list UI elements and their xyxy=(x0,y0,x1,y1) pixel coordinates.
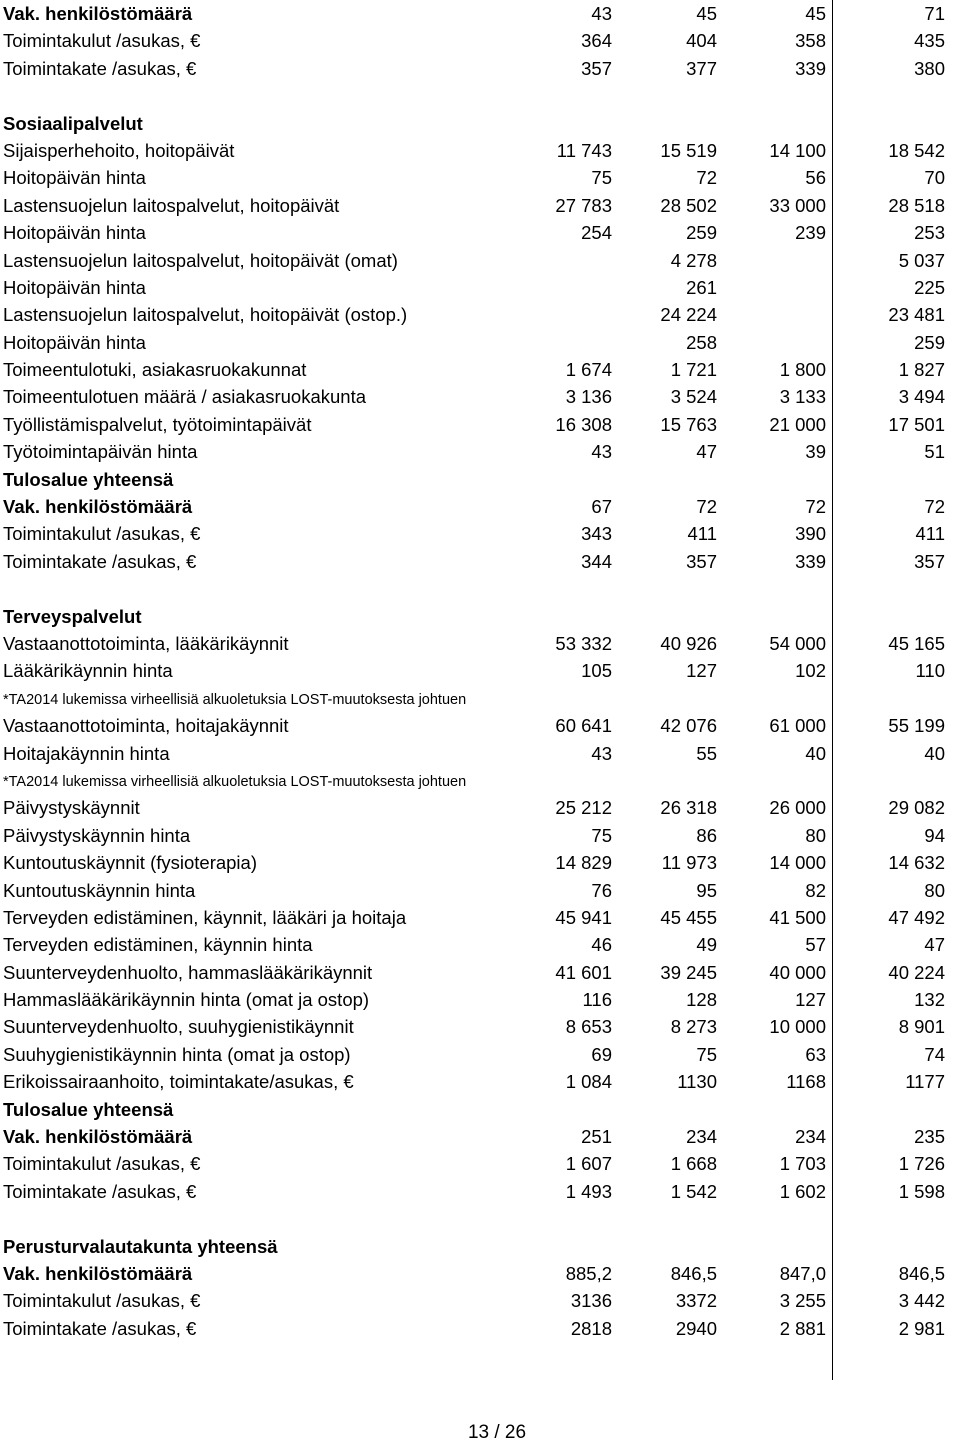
table-row xyxy=(0,740,960,767)
value-cell: 110 xyxy=(915,660,945,682)
table-row xyxy=(0,548,960,575)
row-heading: Perusturvalautakunta yhteensä xyxy=(3,1235,278,1257)
value-cell: 116 xyxy=(582,989,612,1011)
value-cell: 23 481 xyxy=(888,304,945,326)
table-row xyxy=(0,274,960,301)
row-heading: Vak. henkilöstömäärä xyxy=(3,1262,193,1284)
value-cell: 15 519 xyxy=(660,139,717,161)
table-row xyxy=(0,959,960,986)
row-label: Toimeentulotuen määrä / asiakasruokakunta xyxy=(3,386,367,408)
value-cell: 70 xyxy=(924,167,945,189)
table-row xyxy=(0,1178,960,1205)
table-row xyxy=(0,493,960,520)
table-row xyxy=(0,383,960,410)
row-label: Hoitopäivän hinta xyxy=(3,331,146,353)
value-cell: 239 xyxy=(795,222,826,244)
row-label: Toimintakulut /asukas, € xyxy=(3,1153,201,1175)
table-row xyxy=(0,164,960,191)
value-cell: 3372 xyxy=(675,1290,717,1312)
value-cell: 14 100 xyxy=(769,139,826,161)
value-cell: 404 xyxy=(686,30,717,52)
value-cell: 1 542 xyxy=(670,1180,717,1202)
value-cell: 1 084 xyxy=(565,1071,612,1093)
table-row xyxy=(0,904,960,931)
value-cell: 885,2 xyxy=(565,1262,612,1284)
row-label: Terveyden edistäminen, käynnin hinta xyxy=(3,934,313,956)
table-row xyxy=(0,329,960,356)
value-cell: 40 926 xyxy=(660,632,717,654)
value-cell: 435 xyxy=(914,30,945,52)
value-cell: 76 xyxy=(591,879,612,901)
table-row xyxy=(0,110,960,137)
footnote-row xyxy=(0,767,960,794)
value-cell: 41 601 xyxy=(555,961,612,983)
value-cell: 45 165 xyxy=(888,632,945,654)
value-cell: 846,5 xyxy=(898,1262,945,1284)
value-cell: 390 xyxy=(795,523,826,545)
value-cell: 1 703 xyxy=(779,1153,826,1175)
value-cell: 47 xyxy=(924,934,945,956)
value-cell: 49 xyxy=(696,934,717,956)
value-cell: 82 xyxy=(805,879,826,901)
spacer-row xyxy=(0,1205,960,1232)
value-cell: 1 607 xyxy=(565,1153,612,1175)
row-label: Työllistämispalvelut, työtoimintapäivät xyxy=(3,413,312,435)
value-cell: 45 455 xyxy=(660,906,717,928)
value-cell: 1 668 xyxy=(670,1153,717,1175)
value-cell: 1 602 xyxy=(779,1180,826,1202)
value-cell: 258 xyxy=(686,331,717,353)
value-cell: 259 xyxy=(914,331,945,353)
table-row xyxy=(0,657,960,684)
value-cell: 14 000 xyxy=(769,852,826,874)
value-cell: 2940 xyxy=(675,1317,717,1339)
value-cell: 102 xyxy=(795,660,826,682)
value-cell: 71 xyxy=(924,3,945,24)
value-cell: 40 000 xyxy=(769,961,826,983)
value-cell: 3 494 xyxy=(898,386,945,408)
value-cell: 69 xyxy=(591,1043,612,1065)
table-row xyxy=(0,1150,960,1177)
table-row xyxy=(0,466,960,493)
value-cell: 25 212 xyxy=(555,797,612,819)
value-cell: 26 000 xyxy=(769,797,826,819)
value-cell: 846,5 xyxy=(670,1262,717,1284)
row-heading: Tulosalue yhteensä xyxy=(3,468,174,490)
row-label: Toimintakate /asukas, € xyxy=(3,1317,197,1339)
value-cell: 67 xyxy=(591,496,612,518)
value-cell: 46 xyxy=(591,934,612,956)
value-cell: 1 827 xyxy=(898,359,945,381)
value-cell: 57 xyxy=(805,934,826,956)
row-label: Hoitajakäynnin hinta xyxy=(3,742,170,764)
value-cell: 45 941 xyxy=(555,906,612,928)
table-row xyxy=(0,1233,960,1260)
value-cell: 43 xyxy=(591,441,612,463)
value-cell: 234 xyxy=(795,1126,826,1148)
value-cell: 75 xyxy=(696,1043,717,1065)
page-footer xyxy=(0,1422,960,1444)
value-cell: 39 245 xyxy=(660,961,717,983)
value-cell: 74 xyxy=(924,1043,945,1065)
value-cell: 60 641 xyxy=(555,715,612,737)
value-cell: 344 xyxy=(581,550,612,572)
value-cell: 235 xyxy=(914,1126,945,1148)
row-label: Hoitopäivän hinta xyxy=(3,167,146,189)
value-cell: 8 901 xyxy=(898,1016,945,1038)
value-cell: 4 278 xyxy=(670,249,717,271)
value-cell: 380 xyxy=(914,57,945,79)
value-cell: 234 xyxy=(686,1126,717,1148)
value-cell: 41 500 xyxy=(769,906,826,928)
row-heading: Tulosalue yhteensä xyxy=(3,1098,174,1120)
table-row xyxy=(0,986,960,1013)
value-cell: 357 xyxy=(581,57,612,79)
value-cell: 15 763 xyxy=(660,413,717,435)
table-row xyxy=(0,1068,960,1095)
value-cell: 343 xyxy=(581,523,612,545)
value-cell: 339 xyxy=(795,550,826,572)
value-cell: 253 xyxy=(914,222,945,244)
row-label: Päivystyskäynnin hinta xyxy=(3,824,191,846)
value-cell: 14 829 xyxy=(555,852,612,874)
spacer-row xyxy=(0,575,960,602)
value-cell: 14 632 xyxy=(888,852,945,874)
value-cell: 3 133 xyxy=(779,386,826,408)
value-cell: 16 308 xyxy=(555,413,612,435)
value-cell: 11 973 xyxy=(661,852,717,874)
table-row xyxy=(0,247,960,274)
footnote-row xyxy=(0,685,960,712)
value-cell: 2 981 xyxy=(898,1317,945,1339)
value-cell: 2 881 xyxy=(779,1317,826,1339)
table-row xyxy=(0,438,960,465)
row-label: Suunterveydenhuolto, suuhygienistikäynnit xyxy=(3,1016,354,1038)
value-cell: 40 xyxy=(805,742,826,764)
value-cell: 3 255 xyxy=(779,1290,826,1312)
table-row xyxy=(0,849,960,876)
value-cell: 80 xyxy=(805,824,826,846)
value-cell: 21 000 xyxy=(769,413,826,435)
row-heading: Terveyspalvelut xyxy=(3,605,142,627)
value-cell: 43 xyxy=(591,742,612,764)
value-cell: 847,0 xyxy=(779,1262,826,1284)
row-heading: Vak. henkilöstömäärä xyxy=(3,1126,193,1148)
value-cell: 2818 xyxy=(570,1317,612,1339)
value-cell: 94 xyxy=(924,824,945,846)
value-cell: 53 332 xyxy=(555,632,612,654)
row-label: Lastensuojelun laitospalvelut, hoitopäivät xyxy=(3,194,340,216)
value-cell: 80 xyxy=(924,879,945,901)
table-row xyxy=(0,1041,960,1068)
value-cell: 411 xyxy=(687,523,717,545)
row-label: Toimintakate /asukas, € xyxy=(3,1180,197,1202)
value-cell: 1 800 xyxy=(779,359,826,381)
row-label: Hoitopäivän hinta xyxy=(3,222,146,244)
value-cell: 55 199 xyxy=(888,715,945,737)
value-cell: 61 000 xyxy=(769,715,826,737)
row-label: Suuhygienistikäynnin hinta (omat ja ostop) xyxy=(3,1043,351,1065)
row-heading: Sosiaalipalvelut xyxy=(3,112,143,134)
value-cell: 8 653 xyxy=(565,1016,612,1038)
table-row xyxy=(0,1315,960,1342)
value-cell: 128 xyxy=(686,989,717,1011)
row-label: Vastaanottotoiminta, hoitajakäynnit xyxy=(3,715,289,737)
value-cell: 17 501 xyxy=(888,413,945,435)
value-cell: 127 xyxy=(686,660,717,682)
table-row xyxy=(0,603,960,630)
value-cell: 42 076 xyxy=(660,715,717,737)
value-cell: 251 xyxy=(581,1126,612,1148)
value-cell: 3136 xyxy=(570,1290,612,1312)
value-cell: 5 037 xyxy=(898,249,945,271)
value-cell: 18 542 xyxy=(888,139,945,161)
value-cell: 72 xyxy=(696,167,717,189)
table-row xyxy=(0,630,960,657)
value-cell: 72 xyxy=(805,496,826,518)
value-cell: 358 xyxy=(795,30,826,52)
table-row xyxy=(0,712,960,739)
value-cell: 411 xyxy=(915,523,945,545)
value-cell: 75 xyxy=(591,824,612,846)
row-label: Toimintakate /asukas, € xyxy=(3,57,197,79)
row-label: Erikoissairaanhoito, toimintakate/asukas, € xyxy=(3,1071,354,1093)
table-row xyxy=(0,877,960,904)
value-cell: 27 783 xyxy=(555,194,612,216)
value-cell: 3 136 xyxy=(565,386,612,408)
value-cell: 1 721 xyxy=(670,359,717,381)
value-cell: 225 xyxy=(914,276,945,298)
table-row xyxy=(0,55,960,82)
value-cell: 45 xyxy=(696,3,717,24)
row-label: Terveyden edistäminen, käynnit, lääkäri ja hoitaja xyxy=(3,906,407,928)
table-row xyxy=(0,411,960,438)
table-row xyxy=(0,356,960,383)
value-cell: 11 743 xyxy=(556,139,612,161)
table-row xyxy=(0,219,960,246)
table-row xyxy=(0,27,960,54)
value-cell: 39 xyxy=(805,441,826,463)
value-cell: 105 xyxy=(581,660,612,682)
row-label: Suunterveydenhuolto, hammaslääkärikäynnit xyxy=(3,961,373,983)
row-label: Päivystyskäynnit xyxy=(3,797,140,819)
table-row xyxy=(0,1287,960,1314)
value-cell: 8 273 xyxy=(670,1016,717,1038)
value-cell: 364 xyxy=(581,30,612,52)
footnote-text: *TA2014 lukemissa virheellisiä alkuoletuksia LOST-muutoksesta johtuen xyxy=(3,691,467,708)
value-cell: 1177 xyxy=(905,1071,945,1093)
value-cell: 10 000 xyxy=(769,1016,826,1038)
value-cell: 3 524 xyxy=(670,386,717,408)
page-number: 13 / 26 xyxy=(467,1422,527,1443)
table-row xyxy=(0,0,960,27)
row-label: Toimeentulotuki, asiakasruokakunnat xyxy=(3,359,307,381)
table-row xyxy=(0,192,960,219)
value-cell: 254 xyxy=(581,222,612,244)
row-label: Toimintakate /asukas, € xyxy=(3,550,197,572)
table-row xyxy=(0,822,960,849)
value-cell: 95 xyxy=(696,879,717,901)
value-cell: 43 xyxy=(591,3,612,24)
value-cell: 63 xyxy=(805,1043,826,1065)
value-cell: 47 xyxy=(696,441,717,463)
value-cell: 24 224 xyxy=(660,304,717,326)
value-cell: 132 xyxy=(914,989,945,1011)
value-cell: 1 726 xyxy=(898,1153,945,1175)
value-cell: 40 xyxy=(924,742,945,764)
value-cell: 127 xyxy=(795,989,826,1011)
value-cell: 339 xyxy=(795,57,826,79)
value-cell: 28 502 xyxy=(660,194,717,216)
value-cell: 86 xyxy=(696,824,717,846)
table-row xyxy=(0,1096,960,1123)
value-cell: 377 xyxy=(686,57,717,79)
table-row xyxy=(0,931,960,958)
value-cell: 33 000 xyxy=(769,194,826,216)
value-cell: 357 xyxy=(914,550,945,572)
row-label: Toimintakulut /asukas, € xyxy=(3,1290,201,1312)
value-cell: 56 xyxy=(805,167,826,189)
table-row xyxy=(0,1123,960,1150)
value-cell: 47 492 xyxy=(888,906,945,928)
value-cell: 45 xyxy=(805,3,826,24)
value-cell: 259 xyxy=(686,222,717,244)
value-cell: 28 518 xyxy=(888,194,945,216)
row-label: Lastensuojelun laitospalvelut, hoitopäivät (omat) xyxy=(3,249,398,271)
row-label: Hoitopäivän hinta xyxy=(3,276,146,298)
value-cell: 29 082 xyxy=(888,797,945,819)
row-label: Lastensuojelun laitospalvelut, hoitopäivät (ostop.) xyxy=(3,304,408,326)
value-cell: 55 xyxy=(696,742,717,764)
row-heading: Vak. henkilöstömäärä xyxy=(3,496,193,518)
value-cell: 72 xyxy=(924,496,945,518)
table-row xyxy=(0,301,960,328)
value-cell: 1 493 xyxy=(565,1180,612,1202)
row-label: Lääkärikäynnin hinta xyxy=(3,660,173,682)
row-label: Toimintakulut /asukas, € xyxy=(3,30,201,52)
value-cell: 26 318 xyxy=(660,797,717,819)
spacer-row xyxy=(0,82,960,109)
row-label: Kuntoutuskäynnit (fysioterapia) xyxy=(3,852,257,874)
value-cell: 51 xyxy=(924,441,945,463)
row-label: Vastaanottotoiminta, lääkärikäynnit xyxy=(3,632,289,654)
value-cell: 40 224 xyxy=(888,961,945,983)
table-row xyxy=(0,1013,960,1040)
table-row xyxy=(0,794,960,821)
value-cell: 261 xyxy=(686,276,717,298)
row-heading: Vak. henkilöstömäärä xyxy=(3,3,193,24)
value-cell: 357 xyxy=(686,550,717,572)
value-cell: 72 xyxy=(696,496,717,518)
row-label: Työtoimintapäivän hinta xyxy=(3,441,198,463)
value-cell: 3 442 xyxy=(898,1290,945,1312)
row-label: Toimintakulut /asukas, € xyxy=(3,523,201,545)
table-row xyxy=(0,1260,960,1287)
row-label: Kuntoutuskäynnin hinta xyxy=(3,879,196,901)
value-cell: 1 598 xyxy=(898,1180,945,1202)
table-row xyxy=(0,137,960,164)
value-cell: 1168 xyxy=(786,1071,826,1093)
table-row xyxy=(0,520,960,547)
row-label: Hammaslääkärikäynnin hinta (omat ja ostop) xyxy=(3,989,370,1011)
footnote-text: *TA2014 lukemissa virheellisiä alkuoletuksia LOST-muutoksesta johtuen xyxy=(3,773,467,790)
row-label: Sijaisperhehoito, hoitopäivät xyxy=(3,139,235,161)
value-cell: 54 000 xyxy=(769,632,826,654)
value-cell: 75 xyxy=(591,167,612,189)
value-cell: 1 674 xyxy=(565,359,612,381)
value-cell: 1130 xyxy=(677,1071,717,1093)
